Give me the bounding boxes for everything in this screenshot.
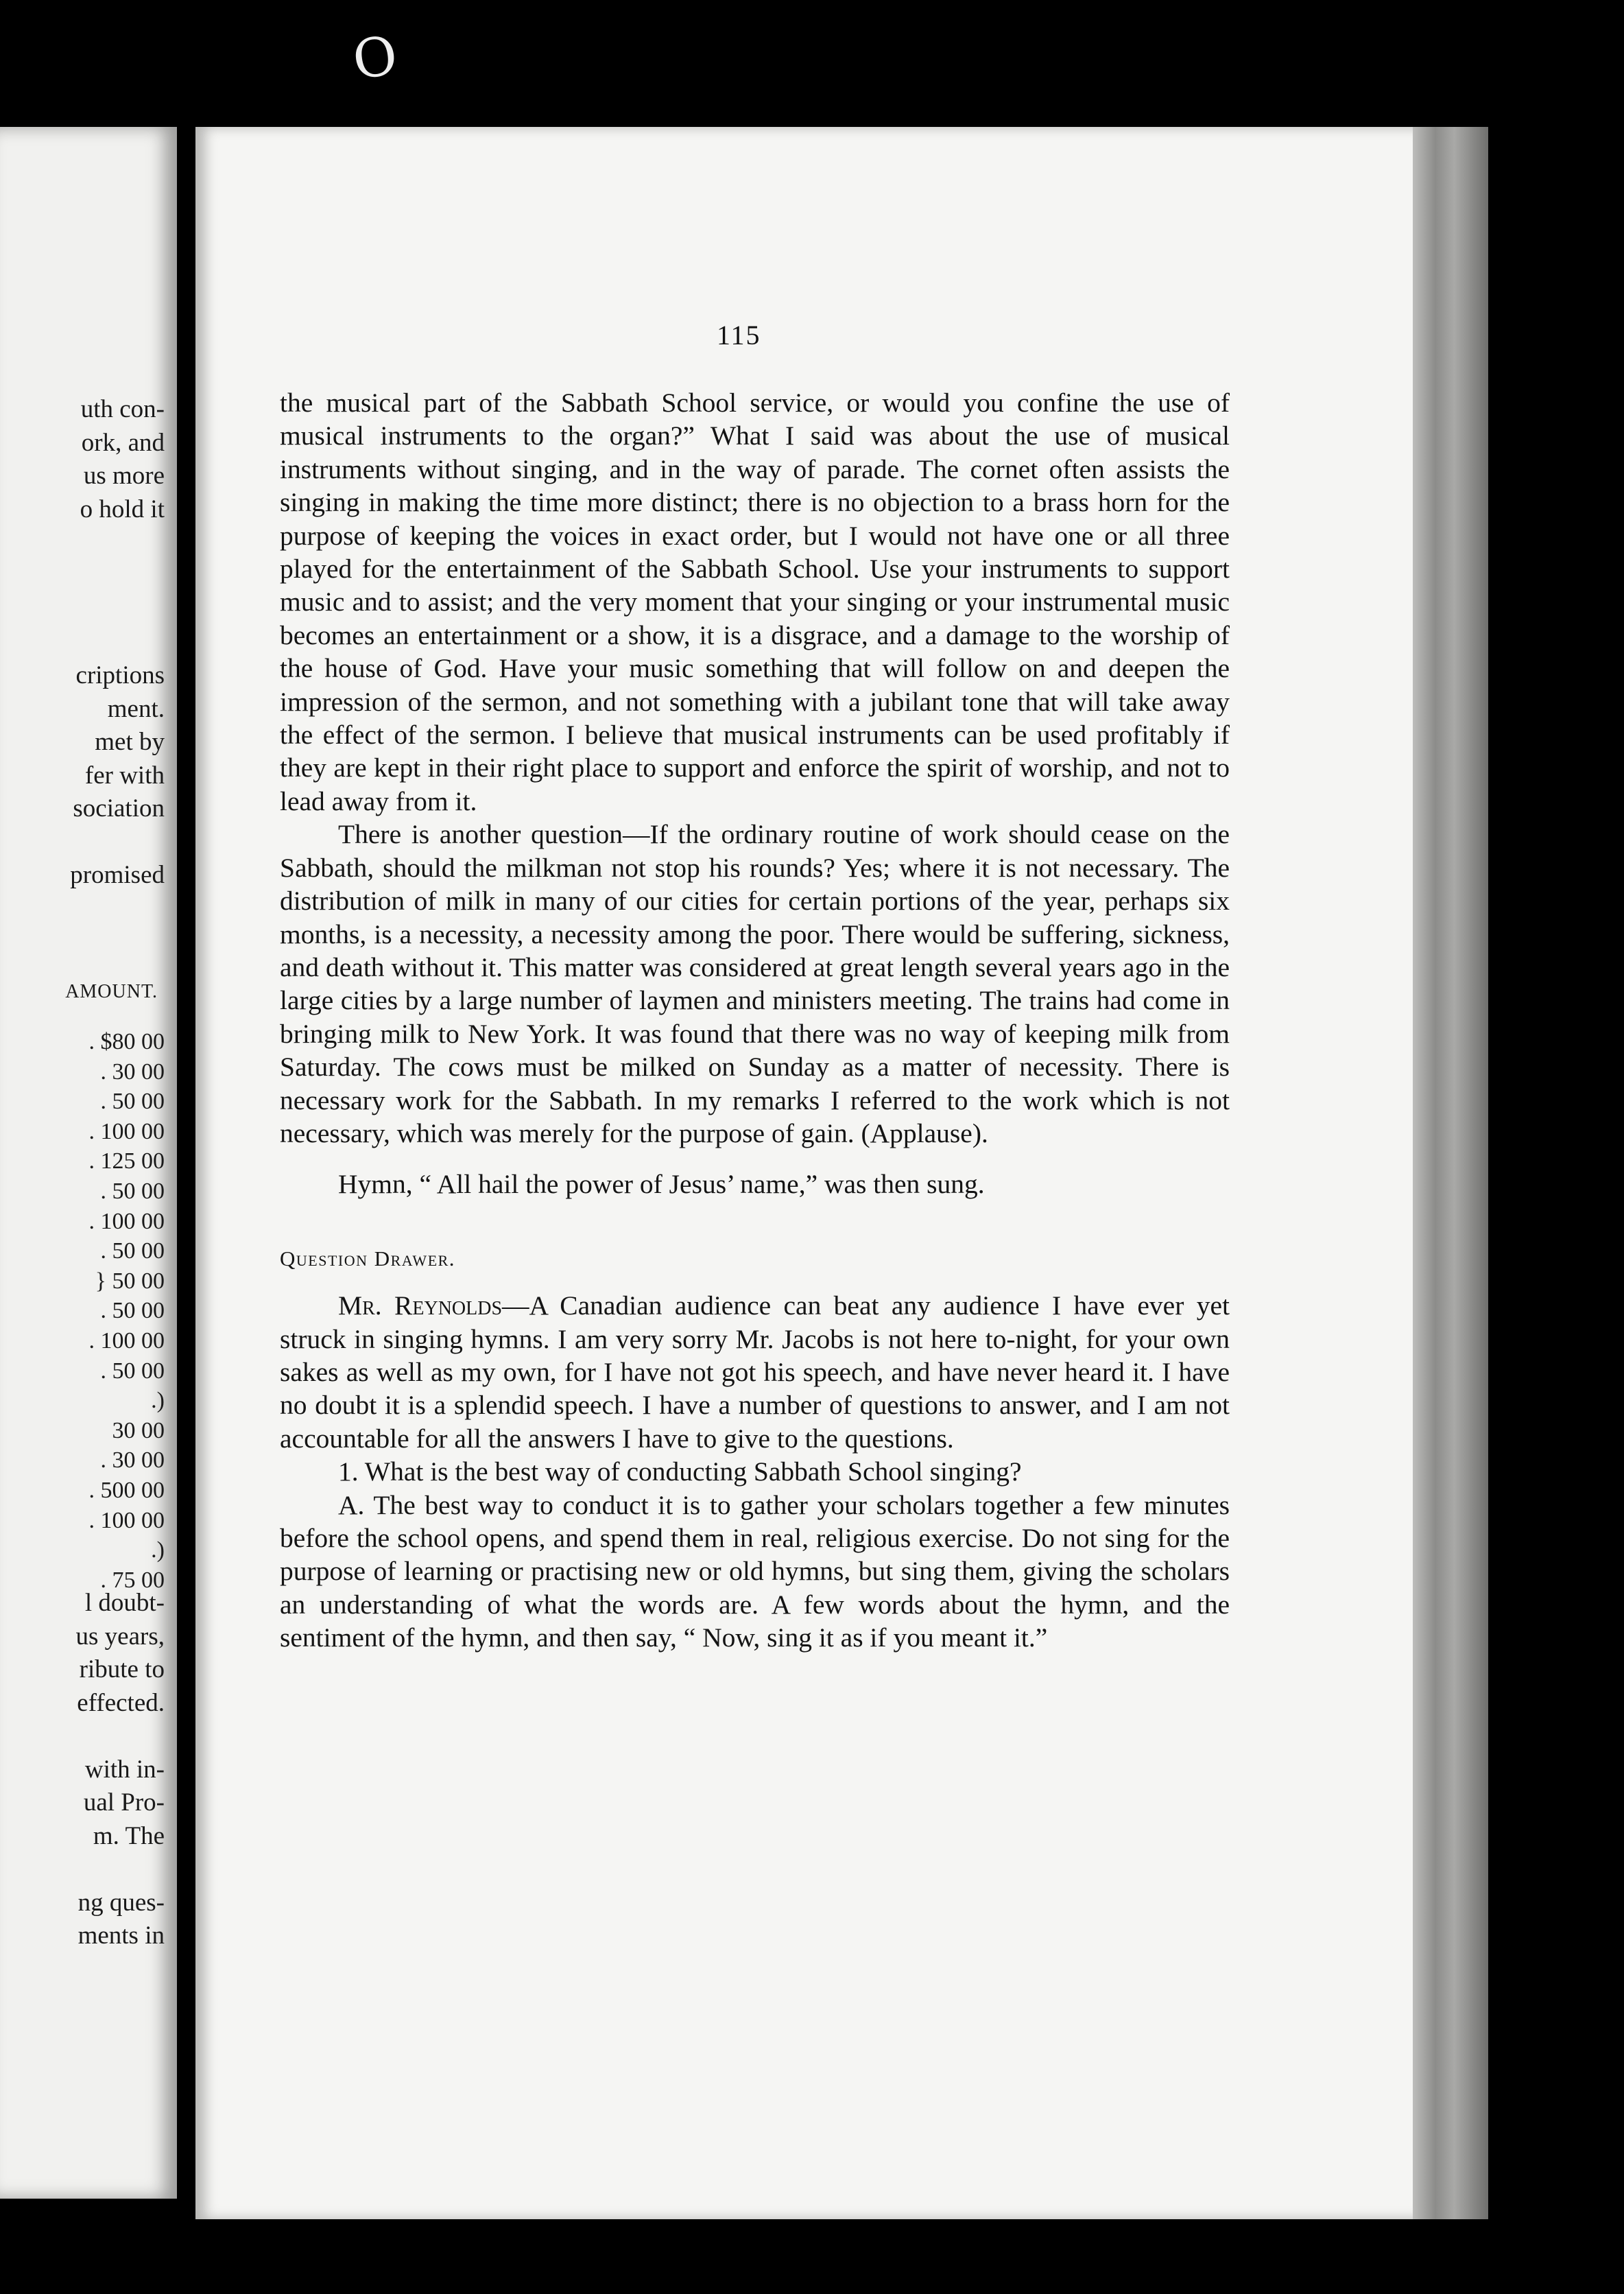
page-edges [1413,127,1488,2219]
amount-value: . 100 00 [88,1208,165,1234]
hymn-line: Hymn, “ All hail the power of Jesus’ name,” was then sung. [338,1169,985,1200]
amount-value: . 30 00 [100,1059,165,1085]
question-1: 1. What is the best way of conducting Sabbath School singing? [338,1456,1022,1487]
page-text [280,386,1230,1655]
paragraph-3-text: —A Canadian audience can beat any audience I have ever yet struck in singing hymns. I am very sorry Mr. Jacobs is not here to-night, for your own sakes as well as my own, for I have not got his speech, and have never heard it. I have no doubt it is a splendid speech. I have a number of questions to answer, and I am not accountable for all the answers I have to give to the questions. [280,1290,1230,1454]
paragraph-2: There is another question—If the ordinary routine of work should cease on the Sabbath, should the milkman not stop his rounds? Yes; where it is not necessary. The distribution of milk in many of our cities for certain portions of the year, perhaps six months, is a necessity, a necessity among the poor. There would be suffering, sickness, and death without it. This matter was considered at great length several years ago in the large cities by a large number of laymen and ministers meeting. The trains had come in bringing milk to New York. It was found that there was no way of keeping milk from Saturday. The cows must be milked on Sunday as a matter of necessity. There is necessary work for the Sabbath. In my remarks I referred to the work which is not necessary, which was merely for the purpose of gain. (Applause). [280,819,1230,1148]
left-fragment: ng ques- [77,1888,165,1917]
left-fragment: l doubt- [84,1589,165,1617]
left-fragment: us years, [75,1622,165,1651]
amount-value: . $80 00 [88,1029,165,1054]
amount-value: . 50 00 [100,1179,165,1204]
amount-value: .) [151,1388,165,1414]
amount-value: . 100 00 [88,1328,165,1353]
paragraph-1: the musical part of the Sabbath School service, or would you confine the use of musical instruments to the organ?” What I said was about the use of musical instruments without singing, and in the way of parade. The cornet often assists the singing in making the time more distinct; there is no objection to a brass horn for the purpose of keeping the voices in exact order, but I would not have one or all three played for the entertainment of the Sabbath School. Use your instruments to support music and to assist; and the very moment that your singing or your instrumental music becomes an entertainment or a show, it is a disgrace, and a damage to the worship of the house of God. Have your music something that will follow on and deepen the impression of the sermon, and not something with a jubilant tone that will take away the effect of the sermon. I believe that musical instruments can be used profitably if they are kept in their right place to support and enforce the spirit of worship, and not to lead away from it. [280,388,1230,816]
amount-value: .) [151,1537,165,1563]
amount-value: . 100 00 [88,1118,165,1144]
left-fragment: sociation [73,794,165,823]
left-fragment: ribute to [79,1655,165,1683]
page-number: 115 [717,320,761,351]
left-fragment: met by [95,728,165,756]
amount-value: . 50 00 [100,1358,165,1384]
left-fragment: fer with [84,761,165,790]
speaker-name: Mr. Reynolds [338,1290,503,1321]
amount-value: . 30 00 [100,1447,165,1474]
amount-value: . 125 00 [88,1148,165,1174]
amount-value: . 500 00 [88,1478,165,1503]
amount-value: . 100 00 [88,1507,165,1533]
amount-value: . 50 00 [100,1298,165,1324]
answer-1: A. The best way to conduct it is to gather your scholars together a few minutes before the school opens, and spend them in real, religious exercise. Do not sing for the purpose of learning or practising new or old hymns, but sing them, giving the scholars an understanding of what the words are. A few words about the hymn, and the sentiment of the hymn, and then say, “ Now, sing it as if you meant it.” [280,1489,1230,1653]
left-fragment: m. The [93,1821,165,1850]
left-fragment: ork, and [81,428,165,457]
left-fragment: us more [83,462,165,490]
amount-value: . 75 00 [100,1567,165,1593]
left-fragment: uth con- [80,395,165,423]
left-fragment: ments in [77,1921,165,1950]
left-facing-page [0,127,177,2199]
amount-value: . 50 00 [100,1089,165,1115]
section-heading: Question Drawer. [280,1246,456,1270]
left-fragment: o hold it [80,495,165,523]
left-fragment: ment. [107,694,165,723]
amount-value: 30 00 [112,1417,165,1443]
left-amount-header: AMOUNT. [65,981,158,1002]
amount-value: } 50 00 [95,1268,165,1294]
left-fragment: effected. [77,1688,165,1717]
amount-value: . 50 00 [100,1238,165,1264]
left-fragment: promised [70,861,165,889]
left-fragment: ual Pro- [83,1788,165,1817]
paragraph-3 [280,1289,1230,1455]
left-fragment: criptions [75,661,165,689]
handwritten-scan-mark: O [349,24,401,93]
left-fragment: with in- [84,1755,165,1784]
